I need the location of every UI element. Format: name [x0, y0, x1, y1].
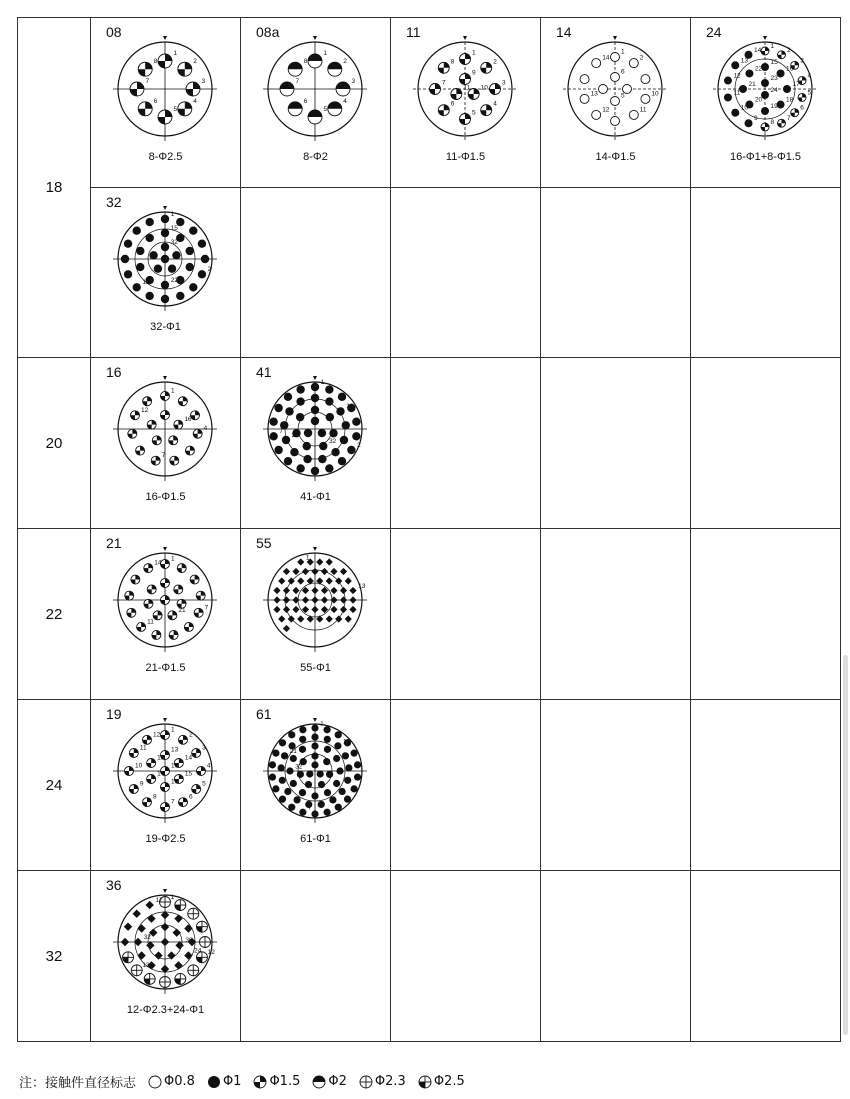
svg-text:7: 7 [279, 428, 283, 436]
layout-spec: 61-Φ1 [300, 833, 331, 845]
layout-code: 55 [256, 535, 272, 551]
svg-text:3: 3 [351, 78, 356, 85]
empty-cell [391, 871, 541, 1042]
svg-text:3: 3 [800, 57, 804, 65]
svg-text:24: 24 [194, 947, 202, 955]
svg-text:5: 5 [472, 109, 476, 117]
svg-text:21: 21 [291, 431, 299, 439]
svg-text:11: 11 [639, 106, 647, 114]
svg-text:2: 2 [357, 441, 361, 449]
empty-cell [241, 871, 391, 1042]
svg-text:3: 3 [202, 744, 206, 752]
svg-text:32: 32 [328, 437, 337, 445]
legend-item [207, 1074, 242, 1089]
connector-21-icon [112, 547, 218, 653]
connector-19-icon [112, 718, 218, 824]
svg-text:13: 13 [171, 746, 179, 754]
legend-item [148, 1074, 195, 1089]
svg-text:6: 6 [189, 793, 193, 801]
svg-text:10: 10 [135, 762, 143, 770]
empty-cell [691, 529, 841, 700]
layout-spec: 41-Φ1 [300, 491, 331, 503]
svg-text:11: 11 [463, 84, 471, 92]
shell-size-cell: 24 [18, 700, 91, 871]
connector-32-icon [112, 206, 218, 312]
svg-text:6: 6 [621, 68, 625, 76]
svg-text:1: 1 [472, 49, 476, 57]
svg-text:21: 21 [178, 606, 186, 614]
table-row [18, 700, 841, 871]
layout-cell [91, 871, 241, 1042]
empty-cell [541, 529, 691, 700]
shell-size-cell: 20 [18, 358, 91, 529]
legend-item [253, 1074, 300, 1089]
filled-circle-icon [207, 1075, 221, 1089]
svg-text:14: 14 [184, 754, 193, 762]
svg-text:1: 1 [171, 387, 175, 395]
connector-24-icon [712, 36, 818, 142]
connector-61-icon [262, 718, 368, 824]
svg-text:10: 10 [480, 84, 488, 92]
empty-cell [391, 358, 541, 529]
svg-text:7: 7 [295, 78, 300, 85]
svg-text:32: 32 [170, 238, 178, 246]
layout-cell [241, 18, 391, 188]
empty-cell [541, 188, 691, 358]
legend-item [359, 1074, 406, 1089]
svg-text:8: 8 [153, 793, 157, 801]
layout-cell [91, 700, 241, 871]
svg-text:18: 18 [786, 96, 794, 104]
svg-text:14: 14 [754, 46, 762, 54]
connector-14-icon [562, 36, 668, 142]
layout-cell [541, 18, 691, 188]
layout-code: 36 [106, 877, 122, 893]
layout-code: 21 [106, 535, 122, 551]
legend-label: Φ0.8 [164, 1074, 195, 1089]
connector-08-icon [112, 36, 218, 142]
svg-text:16: 16 [184, 416, 192, 424]
layout-code: 32 [106, 194, 122, 210]
svg-text:1: 1 [320, 720, 324, 728]
layout-spec: 55-Φ1 [300, 662, 331, 674]
empty-cell [691, 871, 841, 1042]
svg-text:5: 5 [173, 106, 178, 113]
svg-text:9: 9 [754, 115, 758, 123]
svg-text:4: 4 [343, 97, 347, 105]
svg-text:19: 19 [171, 762, 179, 770]
svg-text:12: 12 [142, 279, 150, 287]
svg-text:17: 17 [792, 81, 800, 88]
layout-spec: 8-Φ2 [303, 151, 328, 163]
svg-text:8: 8 [303, 58, 308, 66]
layout-cell [91, 529, 241, 700]
svg-text:1: 1 [171, 555, 175, 563]
svg-text:13: 13 [740, 57, 749, 65]
svg-text:15: 15 [184, 770, 193, 778]
svg-text:13: 13 [142, 962, 150, 970]
svg-text:2: 2 [343, 58, 347, 66]
layout-spec: 11-Φ1.5 [445, 151, 486, 163]
svg-text:13: 13 [590, 90, 598, 98]
shell-size-cell: 22 [18, 529, 91, 700]
layout-code: 16 [106, 364, 122, 380]
open-circle-icon [148, 1075, 162, 1089]
svg-text:6: 6 [153, 97, 158, 105]
svg-text:16: 16 [171, 778, 179, 786]
svg-text:5: 5 [807, 89, 812, 97]
legend-label: Φ2.5 [433, 1074, 465, 1089]
svg-text:9: 9 [139, 780, 144, 788]
layout-spec: 16-Φ1+8-Φ1.5 [729, 151, 802, 163]
svg-text:4: 4 [203, 425, 208, 433]
svg-text:12: 12 [602, 106, 610, 114]
layout-cell [241, 529, 391, 700]
svg-text:2: 2 [639, 54, 644, 62]
svg-text:3: 3 [502, 79, 506, 87]
svg-text:10: 10 [740, 104, 749, 112]
empty-cell [391, 188, 541, 358]
legend-label: Φ2 [328, 1074, 347, 1089]
empty-cell [691, 700, 841, 871]
svg-text:8: 8 [153, 58, 158, 66]
svg-text:1: 1 [770, 43, 775, 50]
svg-text:19: 19 [770, 103, 778, 110]
svg-text:24: 24 [770, 87, 778, 94]
svg-text:1: 1 [171, 726, 175, 734]
layout-code: 24 [706, 24, 722, 40]
empty-cell [691, 188, 841, 358]
layout-spec: 16-Φ1.5 [145, 491, 186, 503]
svg-text:8: 8 [770, 119, 775, 126]
svg-text:1: 1 [320, 378, 325, 386]
shell-size-cell: 18 [18, 18, 91, 358]
layout-spec: 32-Φ1 [150, 321, 181, 333]
svg-text:21: 21 [289, 748, 297, 756]
svg-text:7: 7 [145, 78, 150, 85]
cross-circle-icon [359, 1075, 373, 1089]
svg-text:14: 14 [602, 54, 610, 62]
svg-text:7: 7 [204, 604, 209, 612]
connector-41-icon [262, 376, 368, 482]
legend-label: Φ1 [222, 1074, 242, 1089]
shell-size-cell: 32 [18, 871, 91, 1042]
legend-item [418, 1074, 465, 1089]
svg-text:2: 2 [493, 58, 497, 66]
svg-text:4: 4 [807, 72, 812, 80]
svg-text:12: 12 [140, 406, 149, 414]
svg-text:2: 2 [189, 731, 193, 739]
svg-text:13: 13 [346, 403, 354, 411]
svg-text:4: 4 [207, 762, 211, 770]
layout-code: 11 [406, 24, 421, 40]
svg-text:7: 7 [786, 115, 791, 123]
svg-text:8: 8 [450, 58, 455, 66]
table-row [18, 18, 841, 188]
empty-cell [541, 358, 691, 529]
svg-text:2: 2 [207, 266, 212, 274]
svg-text:13: 13 [343, 738, 351, 746]
svg-text:9: 9 [472, 69, 476, 77]
svg-text:6: 6 [450, 100, 455, 108]
svg-text:1: 1 [621, 48, 625, 56]
layout-code: 41 [256, 364, 272, 380]
connector-08a-icon [262, 36, 368, 142]
svg-text:15: 15 [770, 59, 778, 66]
svg-text:1: 1 [305, 554, 310, 562]
svg-text:12: 12 [207, 949, 215, 957]
layout-spec: 21-Φ1.5 [145, 662, 186, 674]
svg-text:21: 21 [748, 81, 756, 88]
half-top-circle-icon [312, 1075, 326, 1089]
layout-cell [91, 358, 241, 529]
layout-cell [241, 700, 391, 871]
svg-text:10: 10 [651, 90, 659, 98]
svg-text:1: 1 [170, 893, 175, 901]
connector-16-icon [112, 376, 218, 482]
empty-cell [241, 188, 391, 358]
layout-spec: 12-Φ2.3+24-Φ1 [126, 1004, 205, 1016]
svg-text:23: 23 [770, 75, 778, 82]
layout-spec: 14-Φ1.5 [595, 151, 636, 163]
scrollbar[interactable] [843, 655, 848, 1035]
svg-text:6: 6 [303, 97, 308, 105]
svg-text:1: 1 [323, 50, 328, 57]
svg-text:12: 12 [733, 72, 741, 80]
svg-text:32: 32 [143, 933, 151, 941]
svg-text:4: 4 [493, 100, 497, 108]
svg-text:11: 11 [147, 618, 154, 626]
cross-quarter-circle-icon [418, 1075, 432, 1089]
svg-text:12: 12 [153, 731, 161, 739]
connector-55-icon [262, 547, 368, 653]
svg-text:11: 11 [733, 89, 741, 97]
legend-note [19, 1072, 465, 1091]
connector-table [17, 17, 841, 1042]
legend-label: Φ1.5 [269, 1074, 301, 1089]
layout-cell [391, 18, 541, 188]
svg-text:2: 2 [786, 46, 791, 54]
layout-code: 08 [106, 24, 122, 40]
layout-code: 61 [256, 706, 272, 722]
svg-text:7: 7 [161, 452, 166, 460]
table-row [18, 529, 841, 700]
layout-cell [91, 188, 241, 358]
layout-code: 08a [256, 24, 280, 40]
svg-text:5: 5 [323, 106, 328, 113]
table-row [18, 358, 841, 529]
svg-text:1: 1 [170, 210, 175, 218]
table-row [18, 188, 841, 358]
legend-item [312, 1074, 347, 1089]
svg-text:4: 4 [193, 97, 197, 105]
layout-spec: 8-Φ2.5 [148, 151, 183, 163]
empty-cell [691, 358, 841, 529]
svg-text:6: 6 [800, 104, 804, 112]
svg-text:36: 36 [185, 937, 193, 945]
layout-code: 14 [556, 24, 572, 40]
svg-text:5: 5 [621, 92, 625, 100]
svg-text:3: 3 [201, 78, 206, 85]
svg-text:2: 2 [193, 58, 197, 66]
svg-text:14: 14 [154, 559, 162, 567]
layout-spec: 19-Φ2.5 [145, 833, 186, 845]
svg-text:16: 16 [786, 65, 794, 73]
svg-text:7: 7 [307, 804, 312, 812]
svg-text:5: 5 [202, 780, 206, 788]
legend-label: Φ2.3 [374, 1074, 406, 1089]
svg-text:17: 17 [155, 896, 163, 904]
svg-text:15: 15 [170, 224, 178, 232]
legend-prefix: 注：接触件直径标志 [19, 1076, 137, 1091]
svg-text:13: 13 [358, 582, 366, 590]
empty-cell [391, 700, 541, 871]
connector-36-icon [112, 889, 218, 995]
svg-text:17: 17 [157, 770, 165, 778]
layout-code: 19 [106, 706, 122, 722]
svg-text:32: 32 [295, 763, 303, 771]
layout-cell [91, 18, 241, 188]
layout-cell [241, 358, 391, 529]
quartered-circle-icon [253, 1075, 267, 1089]
svg-text:11: 11 [139, 744, 147, 752]
empty-cell [541, 871, 691, 1042]
table-row [18, 871, 841, 1042]
svg-text:7: 7 [171, 798, 175, 806]
svg-text:20: 20 [754, 96, 763, 104]
empty-cell [391, 529, 541, 700]
svg-text:18: 18 [157, 754, 165, 762]
connector-11-icon [412, 36, 518, 142]
svg-text:7: 7 [442, 79, 446, 87]
svg-text:22: 22 [754, 65, 763, 73]
svg-text:1: 1 [173, 50, 178, 57]
svg-text:22: 22 [170, 276, 178, 284]
empty-cell [541, 700, 691, 871]
layout-cell [691, 18, 841, 188]
